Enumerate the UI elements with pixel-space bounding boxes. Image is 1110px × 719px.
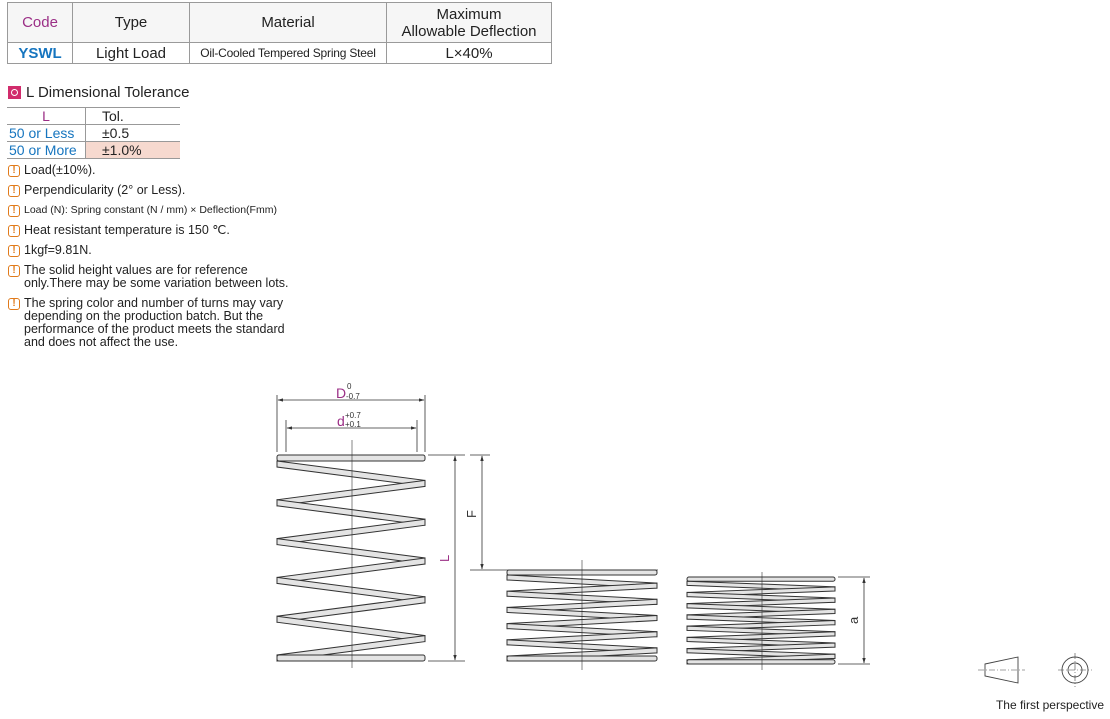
free-spring <box>277 455 425 661</box>
header-material: Material <box>190 3 387 43</box>
note-text: Load(±10%). <box>24 163 96 177</box>
spring-end-coil <box>687 660 835 664</box>
warning-icon: ! <box>8 165 20 177</box>
dim-d-upper-tol: +0.7 <box>345 411 361 420</box>
spring-coil <box>277 616 425 641</box>
tol-value-cell: ±1.0% <box>86 142 181 159</box>
dim-label-F: F <box>464 510 479 518</box>
header-max-line2: Allowable Deflection <box>401 22 537 40</box>
dim-D-upper-tol: 0 <box>347 382 352 391</box>
perspective-label: The first perspective <box>995 698 1104 712</box>
spring-coil <box>277 577 425 602</box>
warning-icon: ! <box>8 225 20 237</box>
cell-max: L×40% <box>387 43 552 64</box>
note-text: Load (N): Spring constant (N / mm) × Deflection(Fmm) <box>24 204 277 216</box>
note-text: The spring color and number of turns may vary depending on the production batch. But the performance of the product meets the standard and does not affect the use. <box>24 296 285 349</box>
tolerance-title-text: L Dimensional Tolerance <box>26 84 190 101</box>
spring-coil <box>277 519 425 544</box>
header-code: Code <box>8 3 73 43</box>
warning-icon: ! <box>8 265 20 277</box>
warning-icon: ! <box>8 245 20 257</box>
solid-spring <box>687 577 835 664</box>
spring-coil <box>277 480 425 505</box>
note-text: Heat resistant temperature is 150 ℃. <box>24 223 230 237</box>
first-angle-projection-icon <box>978 653 1092 687</box>
header-type: Type <box>73 3 190 43</box>
header-max-line1: Maximum <box>436 5 502 23</box>
dim-label-d: d <box>337 413 345 429</box>
dim-label-L: L <box>437 554 452 562</box>
warning-icon: ! <box>8 185 20 197</box>
note-text: 1kgf=9.81N. <box>24 243 92 257</box>
cell-code: YSWL <box>8 43 73 64</box>
tol-l-cell: 50 or More <box>7 142 86 159</box>
spring-coil <box>277 597 425 622</box>
cell-type: Light Load <box>73 43 190 64</box>
tol-header-l: L <box>7 108 86 125</box>
spring-coil <box>277 500 425 525</box>
spring-coil <box>277 539 425 564</box>
spring-coil <box>277 461 425 486</box>
dim-label-a: a <box>846 616 861 624</box>
note-text: The solid height values are for reference only.There may be some variation between lots. <box>24 263 289 290</box>
tol-value-cell: ±0.5 <box>86 125 181 142</box>
warning-icon: ! <box>8 205 20 217</box>
dim-d-lower-tol: +0.1 <box>345 420 361 429</box>
tol-header-tol: Tol. <box>86 108 181 125</box>
dim-D-lower-tol: -0.7 <box>346 392 360 401</box>
spring-end-coil <box>277 655 425 661</box>
tol-l-cell: 50 or Less <box>7 125 86 142</box>
note-text: Perpendicularity (2° or Less). <box>24 183 186 197</box>
spring-end-coil <box>277 455 425 461</box>
dim-label-D: D <box>336 385 347 401</box>
spring-end-coil <box>687 577 835 581</box>
cell-material: Oil-Cooled Tempered Spring Steel <box>190 43 387 64</box>
spring-coil <box>277 558 425 583</box>
warning-icon: ! <box>8 298 20 310</box>
